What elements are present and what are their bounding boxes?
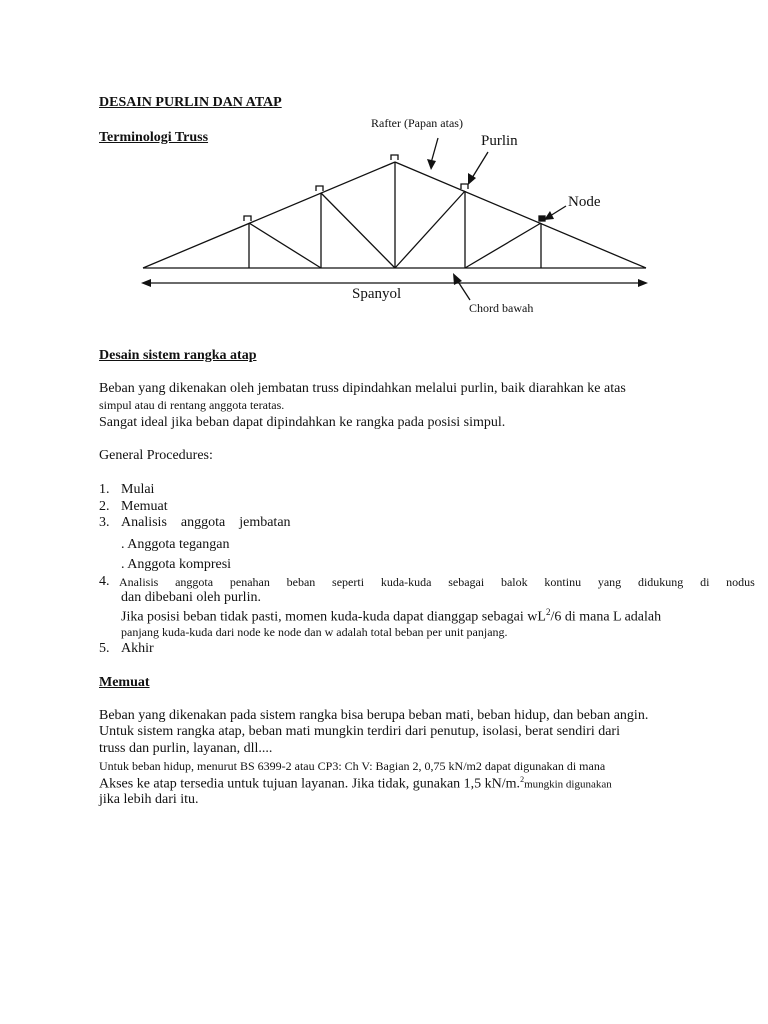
left-diagonal-2: [321, 193, 395, 268]
loading-paragraph-line: [99, 775, 612, 793]
loading-heading: Memuat: [99, 675, 150, 690]
list-word: kontinu: [544, 575, 582, 589]
node-arrow: [550, 206, 566, 216]
purlin-label: Purlin: [481, 133, 518, 149]
step-4-line: [121, 607, 661, 626]
list-word: yang: [597, 575, 622, 589]
formula-superscript: 2: [545, 607, 551, 617]
left-diagonal-1: [249, 223, 321, 268]
list-word: didukung: [637, 575, 684, 589]
node-marker: [539, 216, 545, 221]
bottom-chord-label: Chord bawah: [469, 301, 534, 315]
procedures-heading: General Procedures:: [99, 448, 213, 463]
list-word: kuda-kuda: [380, 575, 432, 589]
design-paragraph-line: Sangat ideal jika beban dapat dipindahkan ke rangka pada posisi simpul.: [99, 415, 506, 430]
step-4-justified-line: [119, 575, 755, 590]
list-word: anggota: [180, 515, 226, 530]
loading-paragraph-line: Untuk sistem rangka atap, beban mati mungkin terdiri dari penutup, isolasi, berat sendiri dari: [99, 724, 620, 739]
list-word: penahan: [229, 575, 270, 589]
truss-members: [143, 162, 646, 268]
formula-text: Jika posisi beban tidak pasti, momen kuda-kuda dapat dianggap sebagai wL: [121, 609, 546, 625]
list-word: di: [700, 575, 710, 589]
list-word: sebagai: [448, 575, 485, 589]
loading-text-small: mungkin digunakan: [524, 778, 612, 791]
step-4-line: panjang kuda-kuda dari node ke node dan w adalah total beban per unit panjang.: [121, 625, 508, 639]
design-heading: Desain sistem rangka atap: [99, 348, 257, 363]
node-label: Node: [568, 194, 601, 210]
purlin-arrow: [472, 152, 488, 178]
unit-superscript: 2: [520, 775, 525, 784]
list-word: anggota: [175, 575, 214, 589]
list-number: 2.: [99, 499, 110, 514]
list-item-text: Memuat: [121, 499, 168, 514]
right-rafter-line: [395, 162, 646, 268]
list-number: 1.: [99, 482, 110, 497]
truss-heading: Terminologi Truss: [99, 130, 209, 145]
purlin-marker: [316, 186, 323, 191]
sub-list-item: . Anggota kompresi: [121, 557, 232, 572]
span-arrowhead-right: [638, 279, 648, 287]
rafter-arrow: [431, 138, 438, 163]
rafter-arrowhead: [427, 159, 436, 170]
list-item-text: Akhir: [121, 641, 154, 656]
right-diagonal-1: [395, 191, 465, 268]
span-arrowhead-left: [141, 279, 151, 287]
list-number: 4.: [99, 574, 110, 589]
list-item: [99, 482, 110, 498]
list-word: jembatan: [239, 515, 291, 530]
list-item: [99, 515, 110, 531]
loading-paragraph-line: jika lebih dari itu.: [99, 792, 199, 807]
loading-paragraph-line: Beban yang dikenakan pada sistem rangka bisa berupa beban mati, beban hidup, dan beban angin.: [99, 708, 649, 723]
sub-list-item: . Anggota tegangan: [121, 537, 230, 552]
page-title: DESAIN PURLIN DAN ATAP: [99, 95, 282, 110]
list-word: seperti: [332, 575, 365, 589]
step-4-line: dan dibebani oleh purlin.: [121, 590, 261, 605]
design-paragraph-line: simpul atau di rentang anggota teratas.: [99, 398, 285, 412]
purlin-marker: [461, 184, 468, 189]
loading-text: Akses ke atap tersedia untuk tujuan layanan. Jika tidak, gunakan 1,5 kN/m.: [99, 776, 521, 792]
list-item-text: Mulai: [121, 482, 155, 497]
loading-paragraph-line: truss dan purlin, layanan, dll....: [99, 741, 273, 756]
purlin-marker: [244, 216, 251, 221]
left-rafter-line: [143, 162, 395, 268]
right-diagonal-2: [465, 223, 541, 268]
list-number: 3.: [99, 515, 110, 530]
list-word: balok: [500, 575, 528, 589]
purlin-arrowhead: [468, 173, 476, 185]
rafter-label: Rafter (Papan atas): [371, 116, 463, 130]
formula-text: /6 di mana L adalah: [550, 609, 662, 625]
list-item-text: [121, 515, 291, 531]
list-item: [99, 499, 110, 515]
purlin-marker: [391, 155, 398, 160]
design-paragraph-line: Beban yang dikenakan oleh jembatan truss dipindahkan melalui purlin, baik diarahkan ke atas: [99, 381, 626, 396]
list-number: 5.: [99, 641, 110, 656]
list-word: beban: [286, 575, 316, 589]
list-word: Analisis: [121, 515, 167, 530]
span-label: Spanyol: [352, 286, 402, 302]
loading-paragraph-line: Untuk beban hidup, menurut BS 6399-2 atau CP3: Ch V: Bagian 2, 0,75 kN/m2 dapat digunakan di mana: [99, 759, 606, 773]
list-word: Analisis: [119, 575, 159, 589]
list-word: nodus: [726, 575, 755, 589]
